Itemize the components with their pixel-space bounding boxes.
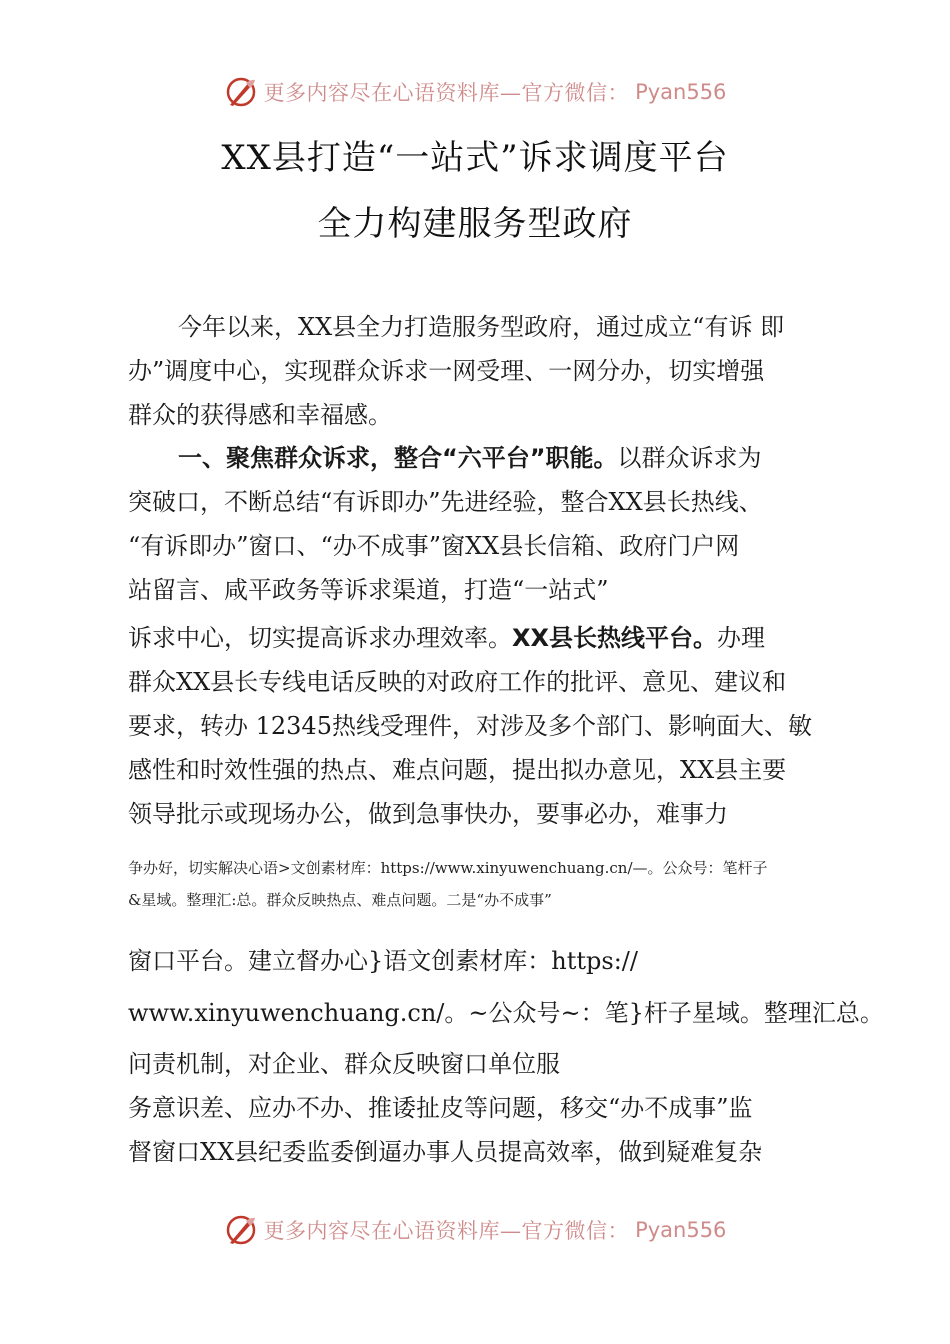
paragraph-section-one <box>128 436 828 612</box>
section-heading: 一、聚焦群众诉求，整合“六平台”职能。 <box>178 444 618 472</box>
text-line: 务意识差、应办不办、推诿扯皮等问题，移交“办不成事”监 <box>128 1094 753 1122</box>
text-line: 群众XX县长专线电话反映的对政府工作的批评、意见、建议和 <box>128 668 787 696</box>
watermark-text: 更多内容尽在心语资料库—官方微信： <box>263 1219 630 1243</box>
paragraph-hotline <box>128 616 828 836</box>
watermark-banner-bottom <box>0 1210 950 1250</box>
text-line: www.xinyuwenchuang.cn/。~公众号~：笔}杆子星域。整理汇总。 <box>128 999 884 1027</box>
text-line <box>128 616 828 660</box>
text-line: 争办好，切实解决心语>文创素材库：https://www.xinyuwenchuang.cn/—。公众号：笔杆子 <box>128 859 768 877</box>
text-line: 办”调度中心，实现群众诉求一网受理、一网分办，切实增强 <box>128 357 765 385</box>
quill-logo-icon <box>224 1213 258 1247</box>
document-title-line2: 全力构建服务型政府 <box>317 204 633 244</box>
watermark-wechat-id: Pyan556 <box>635 1218 727 1242</box>
text-line: 群众的获得感和幸福感。 <box>128 401 392 429</box>
text-line: 领导批示或现场办公，做到急事快办，要事必办，难事力 <box>128 800 728 828</box>
watermark-wechat-id: Pyan556 <box>635 80 727 104</box>
text-line: 感性和时效性强的热点、难点问题，提出拟办意见，XX县主要 <box>128 756 787 784</box>
watermark-text: 更多内容尽在心语资料库—官方微信： <box>263 81 630 105</box>
text-line: 突破口，不断总结“有诉即办”先进经验，整合XX县长热线、 <box>128 488 763 516</box>
text-line: 站留言、咸平政务等诉求渠道，打造“一站式” <box>128 576 609 604</box>
text-span: 办理 <box>717 624 766 652</box>
text-span: 以群众诉求为 <box>617 444 762 472</box>
text-line <box>128 436 828 480</box>
paragraph-small-note <box>128 852 848 916</box>
text-line: 今年以来，XX县全力打造服务型政府，通过成立“有诉 即 <box>178 313 785 341</box>
text-line: 要求，转办 12345热线受理件，对涉及多个部门、影响面大、敏 <box>128 712 812 740</box>
platform-heading: XX县长热线平台。 <box>512 624 718 652</box>
text-line: 督窗口XX县纪委监委倒逼办事人员提高效率，做到疑难复杂 <box>128 1138 763 1166</box>
paragraph-window-platform <box>128 935 884 1039</box>
text-line: &星域。整理汇:总。群众反映热点、难点问题。二是“办不成事” <box>128 891 552 909</box>
quill-logo-icon <box>224 75 258 109</box>
text-line: 问责机制，对企业、群众反映窗口单位服 <box>128 1050 560 1078</box>
text-line: “有诉即办”窗口、“办不成事”窗XX县长信箱、政府门户网 <box>128 532 740 560</box>
paragraph-accountability <box>128 1042 828 1174</box>
watermark-banner-top <box>0 72 950 112</box>
document-title-line1: XX县打造“一站式”诉求调度平台 <box>221 138 729 178</box>
paragraph-intro <box>128 305 828 437</box>
text-span: 诉求中心，切实提高诉求办理效率。 <box>128 624 512 652</box>
text-line: 窗口平台。建立督办心}语文创素材库：https:// <box>128 947 638 975</box>
